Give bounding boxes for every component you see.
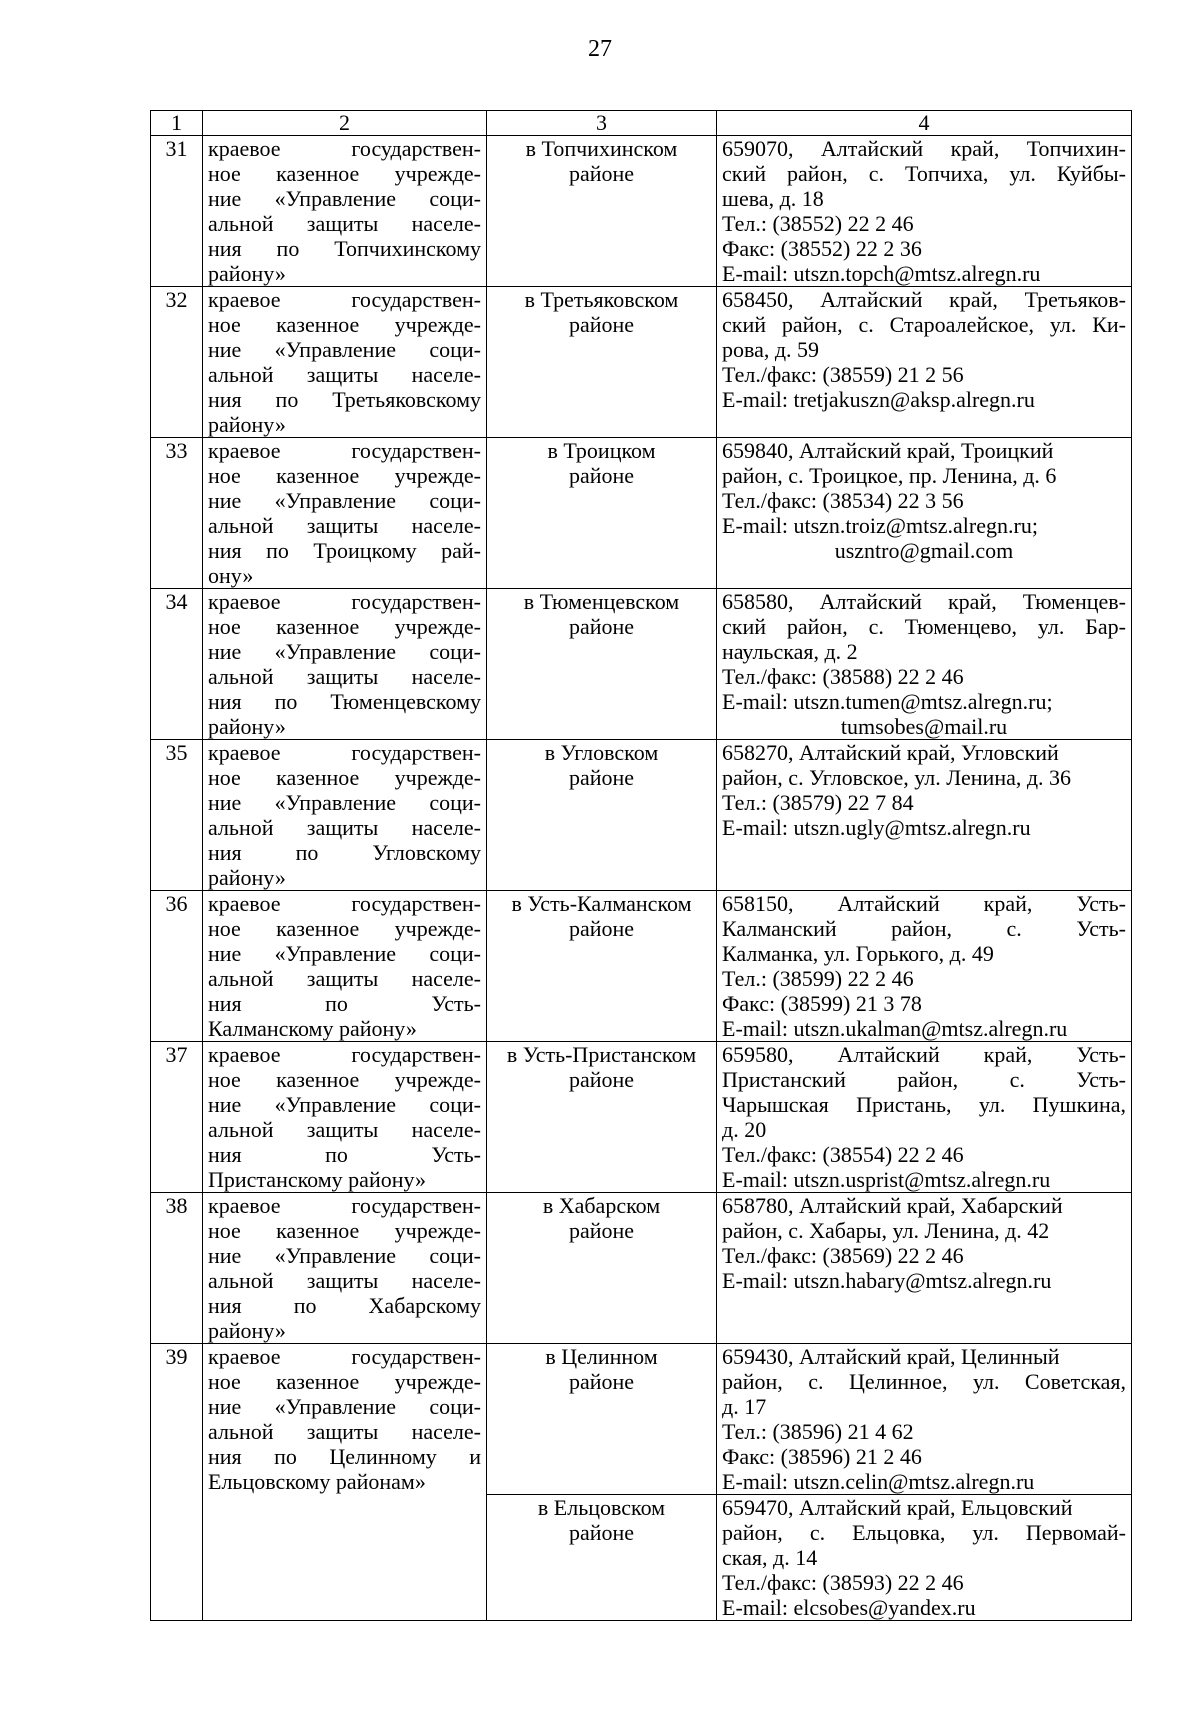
institution-name-line: ния по Целинному и [208, 1444, 481, 1469]
phone-line: Факс: (38599) 21 3 78 [722, 991, 922, 1016]
address-line: 658150, Алтайский край, Усть- [722, 891, 1126, 916]
contact-address [717, 740, 1132, 891]
district-name [487, 136, 717, 287]
contact-address [717, 1495, 1132, 1621]
address-line: 658580, Алтайский край, Тюменцев- [722, 589, 1126, 614]
institution-name-line: краевое государствен- [208, 136, 481, 161]
address-line: 659430, Алтайский край, Целинный [722, 1344, 1060, 1369]
institutions-table [150, 110, 1132, 1621]
district-name-line: в Усть-Калманском [511, 891, 692, 916]
table-row [151, 1344, 1132, 1495]
district-name-line: районе [568, 1067, 635, 1092]
institution-name-line: ние «Управление соци- [208, 337, 481, 362]
address-line: uszntro@gmail.com [834, 538, 1014, 563]
address-line: рова, д. 59 [722, 337, 820, 362]
district-name-line: районе [568, 1369, 635, 1394]
email-line: E-mail: utszn.habary@mtsz.alregn.ru [722, 1268, 1052, 1293]
institution-name-line: району» [208, 261, 286, 286]
address-line: ский район, с. Староалейское, ул. Ки- [722, 312, 1126, 337]
institution-name-line: ния по Третьяковскому [208, 387, 481, 412]
address-line: наульская, д. 2 [722, 639, 858, 664]
email-line: E-mail: utszn.ugly@mtsz.alregn.ru [722, 815, 1031, 840]
table-row [151, 287, 1132, 438]
institution-name [203, 1193, 487, 1344]
institution-name-line: альной защиты населе- [208, 815, 481, 840]
row-number: 37 [151, 1042, 203, 1193]
institution-name-line: ние «Управление соци- [208, 488, 481, 513]
district-name-line: в Ельцовском [537, 1495, 666, 1520]
address-line: д. 17 [722, 1394, 767, 1419]
institution-name-line: краевое государствен- [208, 891, 481, 916]
contact-address [717, 891, 1132, 1042]
institution-name-line: району» [208, 714, 286, 739]
district-name [487, 1344, 717, 1495]
institution-name-line: ние «Управление соци- [208, 639, 481, 664]
district-name [487, 891, 717, 1042]
institution-name-line: краевое государствен- [208, 1193, 481, 1218]
institution-name-line: району» [208, 1318, 286, 1343]
institution-name-line: ние «Управление соци- [208, 1092, 481, 1117]
institution-name-line: краевое государствен- [208, 287, 481, 312]
institution-name-line: ние «Управление соци- [208, 1394, 481, 1419]
institution-name [203, 740, 487, 891]
district-name-line: районе [568, 765, 635, 790]
row-number: 31 [151, 136, 203, 287]
district-name [487, 1495, 717, 1621]
institution-name-line: краевое государствен- [208, 1042, 481, 1067]
row-number: 39 [151, 1344, 203, 1621]
address-line: Калманка, ул. Горького, д. 49 [722, 941, 994, 966]
row-number: 33 [151, 438, 203, 589]
institution-name-line: ное казенное учрежде- [208, 312, 481, 337]
district-name-line: в Тюменцевском [523, 589, 680, 614]
district-name-line: в Топчихинском [525, 136, 678, 161]
table-row [151, 1042, 1132, 1193]
district-name-line: районе [568, 916, 635, 941]
phone-line: Тел.: (38599) 22 2 46 [722, 966, 914, 991]
table-row [151, 891, 1132, 1042]
institution-name-line: ние «Управление соци- [208, 790, 481, 815]
address-line: район, с. Троицкое, пр. Ленина, д. 6 [722, 463, 1057, 488]
address-line: Чарышская Пристань, ул. Пушкина, [722, 1092, 1126, 1117]
institution-name [203, 1042, 487, 1193]
contact-address [717, 287, 1132, 438]
address-line: Пристанский район, с. Усть- [722, 1067, 1126, 1092]
address-line: 658270, Алтайский край, Угловский [722, 740, 1059, 765]
institution-name-line: Ельцовскому районам» [208, 1469, 426, 1494]
address-line: район, с. Хабары, ул. Ленина, д. 42 [722, 1218, 1050, 1243]
row-number: 34 [151, 589, 203, 740]
institution-name-line: альной защиты населе- [208, 966, 481, 991]
institution-name-line: ния по Тюменцевскому [208, 689, 481, 714]
email-line: E-mail: utszn.troiz@mtsz.alregn.ru; [722, 513, 1038, 538]
row-number: 38 [151, 1193, 203, 1344]
district-name-line: в Хабарском [542, 1193, 661, 1218]
address-line: д. 20 [722, 1117, 767, 1142]
email-line: E-mail: utszn.topch@mtsz.alregn.ru [722, 261, 1041, 286]
address-line: 658780, Алтайский край, Хабарский [722, 1193, 1063, 1218]
institution-name-line: ное казенное учрежде- [208, 614, 481, 639]
institution-name-line: ние «Управление соци- [208, 941, 481, 966]
table-row [151, 438, 1132, 589]
header-col-2: 2 [203, 111, 487, 136]
address-line: 659470, Алтайский край, Ельцовский [722, 1495, 1073, 1520]
district-name-line: районе [568, 161, 635, 186]
institution-name-line: ное казенное учрежде- [208, 765, 481, 790]
row-number: 35 [151, 740, 203, 891]
email-line: E-mail: tretjakuszn@aksp.alregn.ru [722, 387, 1035, 412]
district-name [487, 589, 717, 740]
institution-name-line: ния по Усть- [208, 1142, 481, 1167]
institution-name-line: альной защиты населе- [208, 362, 481, 387]
institution-name-line: альной защиты населе- [208, 1268, 481, 1293]
district-name [487, 1042, 717, 1193]
institution-name-line: ния по Топчихинскому [208, 236, 481, 261]
header-col-4: 4 [717, 111, 1132, 136]
row-number: 36 [151, 891, 203, 1042]
institution-name [203, 136, 487, 287]
district-name-line: в Целинном [545, 1344, 658, 1369]
institution-name-line: ния по Троицкому рай- [208, 538, 481, 563]
institution-name-line: ное казенное учрежде- [208, 1218, 481, 1243]
institution-name [203, 287, 487, 438]
email-line: E-mail: utszn.tumen@mtsz.alregn.ru; [722, 689, 1053, 714]
phone-line: Факс: (38596) 21 2 46 [722, 1444, 922, 1469]
district-name [487, 1193, 717, 1344]
email-line: E-mail: elcsobes@yandex.ru [722, 1595, 976, 1620]
table-row [151, 589, 1132, 740]
institution-name-line: краевое государствен- [208, 740, 481, 765]
email-line: E-mail: utszn.ukalman@mtsz.alregn.ru [722, 1016, 1068, 1041]
institution-name-line: ние «Управление соци- [208, 186, 481, 211]
institution-name-line: ное казенное учрежде- [208, 1369, 481, 1394]
contact-address [717, 438, 1132, 589]
institution-name-line: ное казенное учрежде- [208, 916, 481, 941]
address-line: район, с. Ельцовка, ул. Первомай- [722, 1520, 1126, 1545]
institution-name-line: Калманскому району» [208, 1016, 417, 1041]
address-line: ский район, с. Топчиха, ул. Куйбы- [722, 161, 1126, 186]
page-number: 27 [588, 36, 612, 62]
address-line: шева, д. 18 [722, 186, 824, 211]
institution-name [203, 1344, 487, 1621]
table-header-row [151, 111, 1132, 136]
phone-line: Тел./факс: (38569) 22 2 46 [722, 1243, 964, 1268]
address-line: ский район, с. Тюменцево, ул. Бар- [722, 614, 1126, 639]
district-name-line: районе [568, 614, 635, 639]
phone-line: Тел.: (38596) 21 4 62 [722, 1419, 914, 1444]
district-name-line: в Троицком [547, 438, 656, 463]
institution-name-line: району» [208, 412, 286, 437]
contact-address [717, 1344, 1132, 1495]
contact-address [717, 589, 1132, 740]
phone-line: Тел./факс: (38593) 22 2 46 [722, 1570, 964, 1595]
institution-name-line: альной защиты населе- [208, 1419, 481, 1444]
table-body [151, 136, 1132, 1621]
row-number: 32 [151, 287, 203, 438]
institution-name-line: альной защиты населе- [208, 664, 481, 689]
institution-name-line: ния по Усть- [208, 991, 481, 1016]
institution-name [203, 438, 487, 589]
institution-name [203, 589, 487, 740]
institution-name-line: району» [208, 865, 286, 890]
institution-name-line: ние «Управление соци- [208, 1243, 481, 1268]
phone-line: Тел./факс: (38534) 22 3 56 [722, 488, 964, 513]
table-row [151, 1193, 1132, 1344]
email-line: E-mail: utszn.usprist@mtsz.alregn.ru [722, 1167, 1051, 1192]
phone-line: Факс: (38552) 22 2 36 [722, 236, 922, 261]
contact-address [717, 1193, 1132, 1344]
institution-name-line: альной защиты населе- [208, 513, 481, 538]
district-name-line: районе [568, 1218, 635, 1243]
address-line: 658450, Алтайский край, Третьяков- [722, 287, 1126, 312]
contact-address [717, 136, 1132, 287]
institution-name-line: альной защиты населе- [208, 211, 481, 236]
address-line: Калманский район, с. Усть- [722, 916, 1126, 941]
address-line: район, с. Угловское, ул. Ленина, д. 36 [722, 765, 1072, 790]
email-line: E-mail: utszn.celin@mtsz.alregn.ru [722, 1469, 1035, 1494]
table-row [151, 740, 1132, 891]
institution-name-line: краевое государствен- [208, 589, 481, 614]
district-name-line: в Усть-Пристанском [506, 1042, 697, 1067]
phone-line: Тел./факс: (38554) 22 2 46 [722, 1142, 964, 1167]
contact-address [717, 1042, 1132, 1193]
institution-name [203, 891, 487, 1042]
institution-name-line: ону» [208, 563, 254, 588]
district-name-line: в Третьяковском [524, 287, 679, 312]
district-name-line: в Угловском [544, 740, 659, 765]
address-line: tumsobes@mail.ru [840, 714, 1008, 739]
phone-line: Тел.: (38579) 22 7 84 [722, 790, 914, 815]
header-col-1: 1 [151, 111, 203, 136]
district-name-line: районе [568, 312, 635, 337]
district-name-line: районе [568, 1520, 635, 1545]
header-col-3: 3 [487, 111, 717, 136]
phone-line: Тел./факс: (38559) 21 2 56 [722, 362, 964, 387]
phone-line: Тел.: (38552) 22 2 46 [722, 211, 914, 236]
institution-name-line: ния по Угловскому [208, 840, 481, 865]
institution-name-line: ное казенное учрежде- [208, 463, 481, 488]
institution-name-line: краевое государствен- [208, 438, 481, 463]
district-name [487, 287, 717, 438]
institution-name-line: ния по Хабарскому [208, 1293, 481, 1318]
table-row [151, 136, 1132, 287]
phone-line: Тел./факс: (38588) 22 2 46 [722, 664, 964, 689]
address-line: ская, д. 14 [722, 1545, 818, 1570]
institution-name-line: Пристанскому району» [208, 1167, 427, 1192]
address-line: район, с. Целинное, ул. Советская, [722, 1369, 1126, 1394]
institution-name-line: ное казенное учрежде- [208, 1067, 481, 1092]
address-line: 659070, Алтайский край, Топчихин- [722, 136, 1126, 161]
district-name [487, 438, 717, 589]
district-name [487, 740, 717, 891]
address-line: 659580, Алтайский край, Усть- [722, 1042, 1126, 1067]
address-line: 659840, Алтайский край, Троицкий [722, 438, 1054, 463]
institution-name-line: ное казенное учрежде- [208, 161, 481, 186]
institution-name-line: альной защиты населе- [208, 1117, 481, 1142]
district-name-line: районе [568, 463, 635, 488]
institution-name-line: краевое государствен- [208, 1344, 481, 1369]
